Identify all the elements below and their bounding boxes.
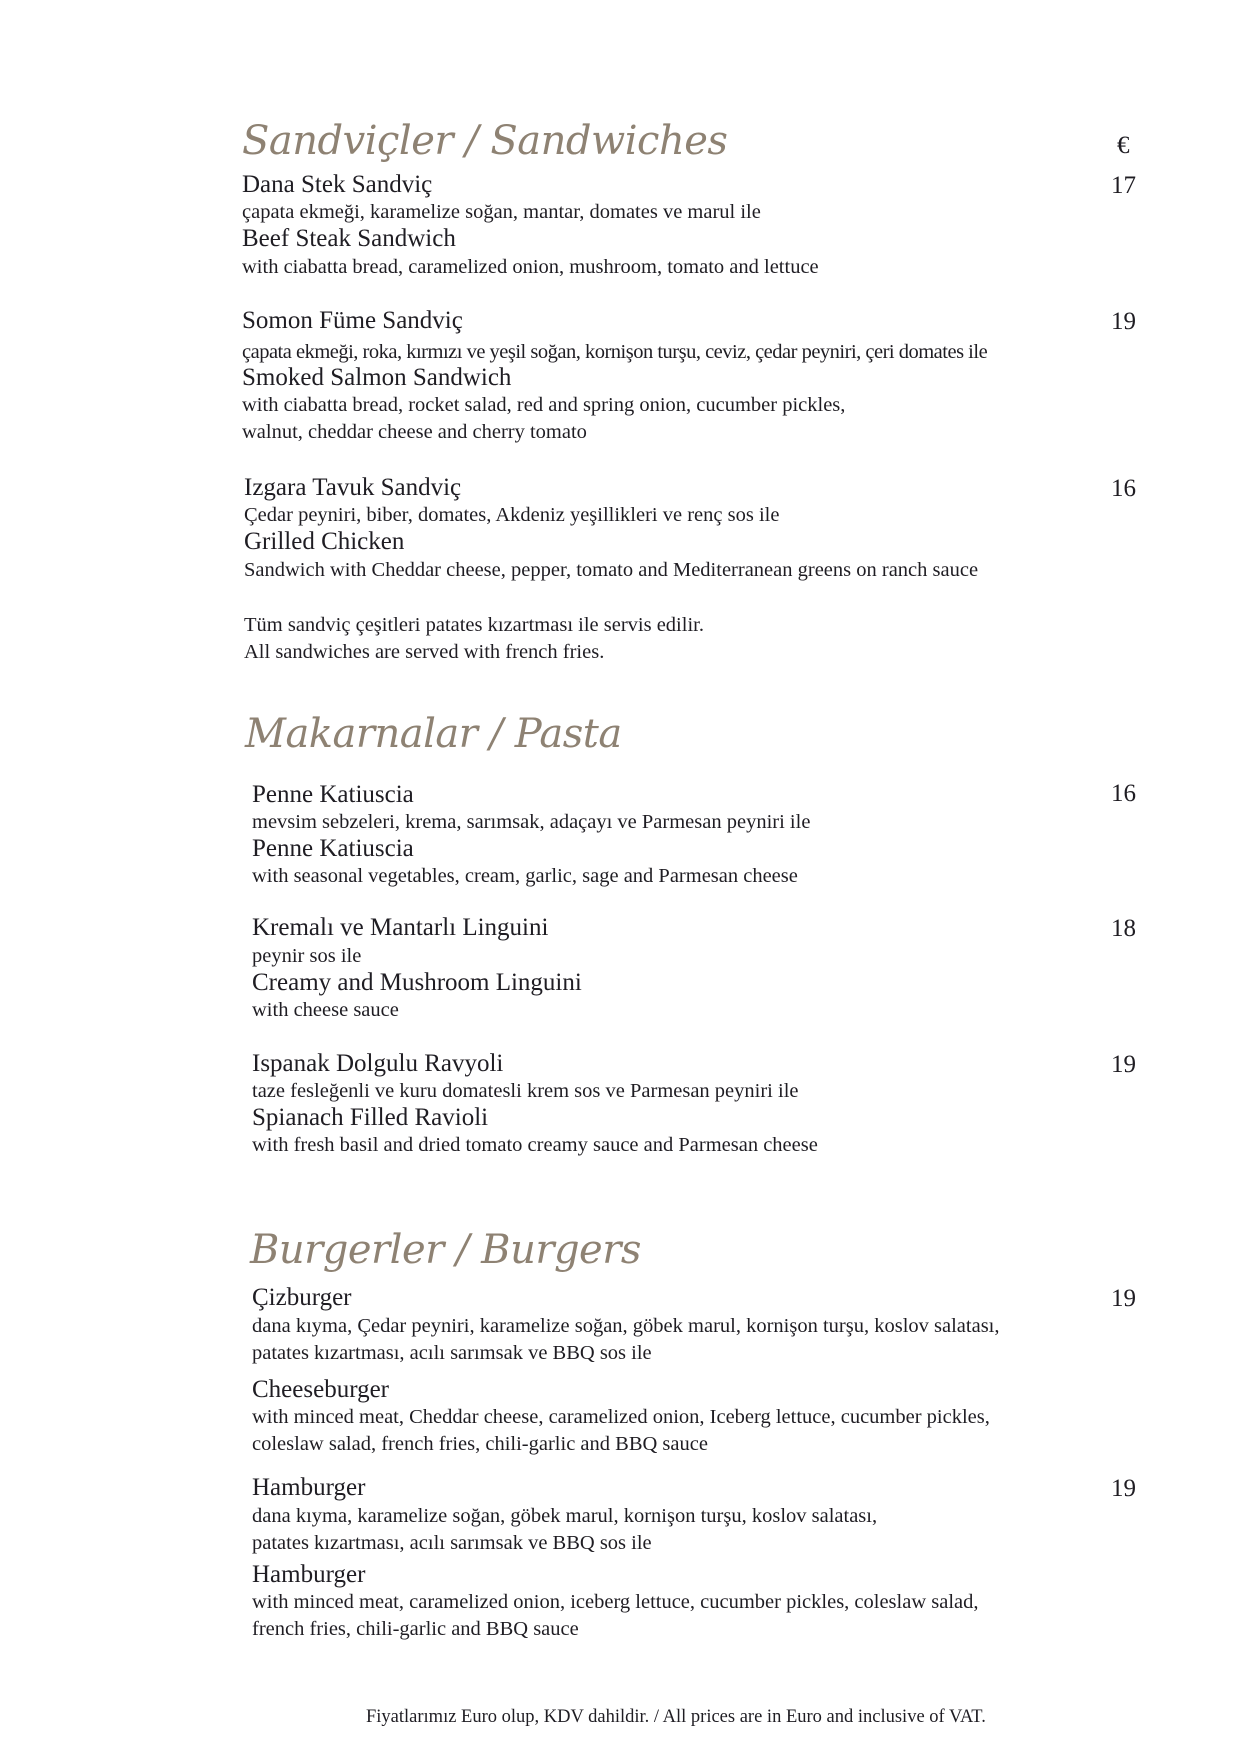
item-desc-tr: dana kıyma, Çedar peyniri, karamelize soğan, göbek marul, kornişon turşu, koslov salatası, xyxy=(252,1315,1000,1337)
item-desc-tr: mevsim sebzeleri, krema, sarımsak, adaçayı ve Parmesan peyniri ile xyxy=(252,811,811,833)
item-desc-en: Sandwich with Cheddar cheese, pepper, tomato and Mediterranean greens on ranch sauce xyxy=(244,559,979,581)
item-desc-en: french fries, chili-garlic and BBQ sauce xyxy=(252,1618,579,1640)
item-desc-en: with seasonal vegetables, cream, garlic, sage and Parmesan cheese xyxy=(252,865,798,887)
item-desc-en: with cheese sauce xyxy=(252,999,399,1021)
item-name-tr: Hamburger xyxy=(252,1474,366,1501)
item-name-tr: Izgara Tavuk Sandviç xyxy=(244,474,462,501)
item-name-en: Creamy and Mushroom Linguini xyxy=(252,969,582,996)
item-desc-en: with minced meat, caramelized onion, iceberg lettuce, cucumber pickles, coleslaw salad, xyxy=(252,1591,979,1613)
item-price: 17 xyxy=(1111,172,1136,199)
item-price: 19 xyxy=(1111,1285,1136,1312)
item-name-tr: Kremalı ve Mantarlı Linguini xyxy=(252,914,549,941)
currency-symbol: € xyxy=(1117,132,1130,159)
item-name-en: Grilled Chicken xyxy=(244,528,405,555)
section-title-burgers: Burgerler / Burgers xyxy=(250,1227,641,1273)
price-footnote: Fiyatlarımız Euro olup, KDV dahildir. / All prices are in Euro and inclusive of VAT. xyxy=(366,1707,986,1727)
section-title-sandwiches: Sandviçler / Sandwiches xyxy=(242,118,728,164)
item-name-en: Hamburger xyxy=(252,1561,366,1588)
item-desc-en: with fresh basil and dried tomato creamy sauce and Parmesan cheese xyxy=(252,1134,818,1156)
item-price: 16 xyxy=(1111,475,1136,502)
item-price: 19 xyxy=(1111,1475,1136,1502)
item-name-en: Beef Steak Sandwich xyxy=(242,225,456,252)
sandwich-note-en: All sandwiches are served with french fries. xyxy=(244,641,605,663)
item-desc-en: with minced meat, Cheddar cheese, caramelized onion, Iceberg lettuce, cucumber pickles, xyxy=(252,1406,990,1428)
item-name-en: Cheeseburger xyxy=(252,1376,389,1403)
item-desc-tr: patates kızartması, acılı sarımsak ve BBQ sos ile xyxy=(252,1532,652,1554)
sandwich-note-tr: Tüm sandviç çeşitleri patates kızartması ile servis edilir. xyxy=(244,614,704,636)
item-desc-en: with ciabatta bread, caramelized onion, mushroom, tomato and lettuce xyxy=(242,256,819,278)
item-desc-tr: peynir sos ile xyxy=(252,945,362,967)
item-price: 19 xyxy=(1111,1051,1136,1078)
item-price: 18 xyxy=(1111,915,1136,942)
item-desc-en: coleslaw salad, french fries, chili-garlic and BBQ sauce xyxy=(252,1433,708,1455)
item-price: 16 xyxy=(1111,780,1136,807)
item-desc-tr: çapata ekmeği, karamelize soğan, mantar, domates ve marul ile xyxy=(242,201,761,223)
item-name-tr: Ispanak Dolgulu Ravyoli xyxy=(252,1050,504,1077)
item-desc-tr: Çedar peyniri, biber, domates, Akdeniz yeşillikleri ve renç sos ile xyxy=(244,504,780,526)
section-title-pasta: Makarnalar / Pasta xyxy=(245,711,622,757)
item-desc-en: with ciabatta bread, rocket salad, red and spring onion, cucumber pickles, xyxy=(242,394,846,416)
item-desc-tr: çapata ekmeği, roka, kırmızı ve yeşil soğan, kornişon turşu, ceviz, çedar peyniri, çeri domates ile xyxy=(242,341,988,363)
item-name-tr: Penne Katiuscia xyxy=(252,781,414,808)
item-desc-en: walnut, cheddar cheese and cherry tomato xyxy=(242,421,587,443)
item-desc-tr: dana kıyma, karamelize soğan, göbek marul, kornişon turşu, koslov salatası, xyxy=(252,1505,878,1527)
item-name-en: Spianach Filled Ravioli xyxy=(252,1104,489,1131)
item-desc-tr: taze fesleğenli ve kuru domatesli krem sos ve Parmesan peyniri ile xyxy=(252,1080,799,1102)
item-name-tr: Somon Füme Sandviç xyxy=(242,307,463,334)
item-name-tr: Dana Stek Sandviç xyxy=(242,171,433,198)
item-name-en: Smoked Salmon Sandwich xyxy=(242,364,512,391)
item-desc-tr: patates kızartması, acılı sarımsak ve BBQ sos ile xyxy=(252,1342,652,1364)
item-name-en: Penne Katiuscia xyxy=(252,835,414,862)
item-price: 19 xyxy=(1111,308,1136,335)
item-name-tr: Çizburger xyxy=(252,1284,352,1311)
